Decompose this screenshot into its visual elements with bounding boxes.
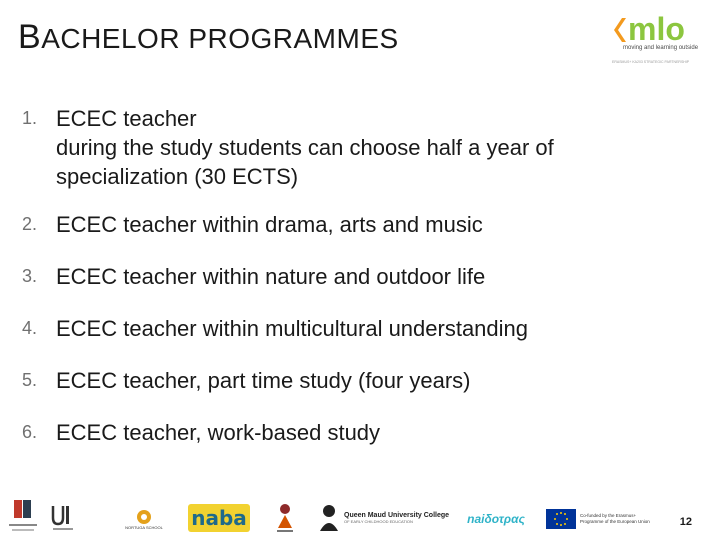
item-number: 2. bbox=[22, 214, 38, 234]
university-logo bbox=[50, 502, 76, 536]
paidotopia-wordmark: naiδοτρας bbox=[467, 512, 525, 526]
eu-flag-icon bbox=[546, 509, 576, 529]
hogskole-logo bbox=[274, 502, 296, 534]
hogskole-logo-mark bbox=[274, 502, 296, 534]
mlo-logo bbox=[612, 10, 712, 72]
item-line: ECEC teacher bbox=[56, 106, 197, 131]
mlo-tagline: moving and learning outside bbox=[623, 45, 699, 51]
list-item bbox=[22, 366, 662, 418]
item-line: specialization (30 ECTS) bbox=[56, 164, 299, 189]
item-text: ECEC teacher, work-based study bbox=[56, 420, 381, 445]
naba-logo bbox=[188, 504, 250, 532]
nortuga-logo bbox=[114, 504, 174, 534]
item-text bbox=[56, 104, 662, 191]
footer-logos bbox=[0, 496, 720, 540]
paidotopia-logo bbox=[467, 506, 525, 532]
queen-maud-logo-mark bbox=[318, 503, 340, 533]
eu-cofunded-text: Co-funded by the Erasmus+ Programme of the European Union bbox=[580, 513, 650, 524]
item-text: ECEC teacher within multicultural understanding bbox=[56, 316, 529, 341]
list-item bbox=[22, 104, 662, 210]
teatro-logo-mark bbox=[6, 496, 40, 536]
page-title bbox=[18, 18, 399, 57]
eu-logo bbox=[546, 508, 666, 530]
mlo-wordmark: mlo bbox=[628, 11, 685, 47]
title-rest: ACHELOR PROGRAMMES bbox=[41, 23, 399, 54]
queen-maud-logo bbox=[318, 502, 468, 534]
nortuga-logo-mark bbox=[132, 509, 156, 525]
item-text: ECEC teacher within nature and outdoor life bbox=[56, 264, 486, 289]
list-item bbox=[22, 314, 662, 366]
university-logo-mark bbox=[50, 502, 76, 536]
page-number: 12 bbox=[679, 516, 692, 528]
item-number: 6. bbox=[22, 422, 38, 442]
item-number: 5. bbox=[22, 370, 38, 390]
list-item bbox=[22, 262, 662, 314]
mlo-logo-mark bbox=[612, 10, 712, 50]
item-number: 1. bbox=[22, 108, 38, 128]
mlo-small-print: ERASMUS+ KA203 STRATEGIC PARTNERSHIP bbox=[612, 60, 690, 64]
teatro-logo bbox=[6, 496, 40, 536]
item-number: 4. bbox=[22, 318, 38, 338]
queen-maud-subtitle: OF EARLY CHILDHOOD EDUCATION bbox=[344, 519, 413, 524]
item-line: during the study students can choose half a year of bbox=[56, 135, 554, 160]
nortuga-name: NORTUGA SCHOOL bbox=[125, 524, 163, 530]
item-number: 3. bbox=[22, 266, 38, 286]
list-item bbox=[22, 210, 662, 262]
title-initial: B bbox=[18, 18, 42, 56]
list-item bbox=[22, 418, 662, 470]
naba-wordmark: naba bbox=[191, 506, 247, 530]
mlo-arrow-icon bbox=[614, 18, 626, 42]
item-text: ECEC teacher, part time study (four years) bbox=[56, 368, 471, 393]
queen-maud-name: Queen Maud University College bbox=[344, 512, 450, 519]
item-text: ECEC teacher within drama, arts and music bbox=[56, 212, 483, 237]
programme-list bbox=[22, 104, 662, 470]
